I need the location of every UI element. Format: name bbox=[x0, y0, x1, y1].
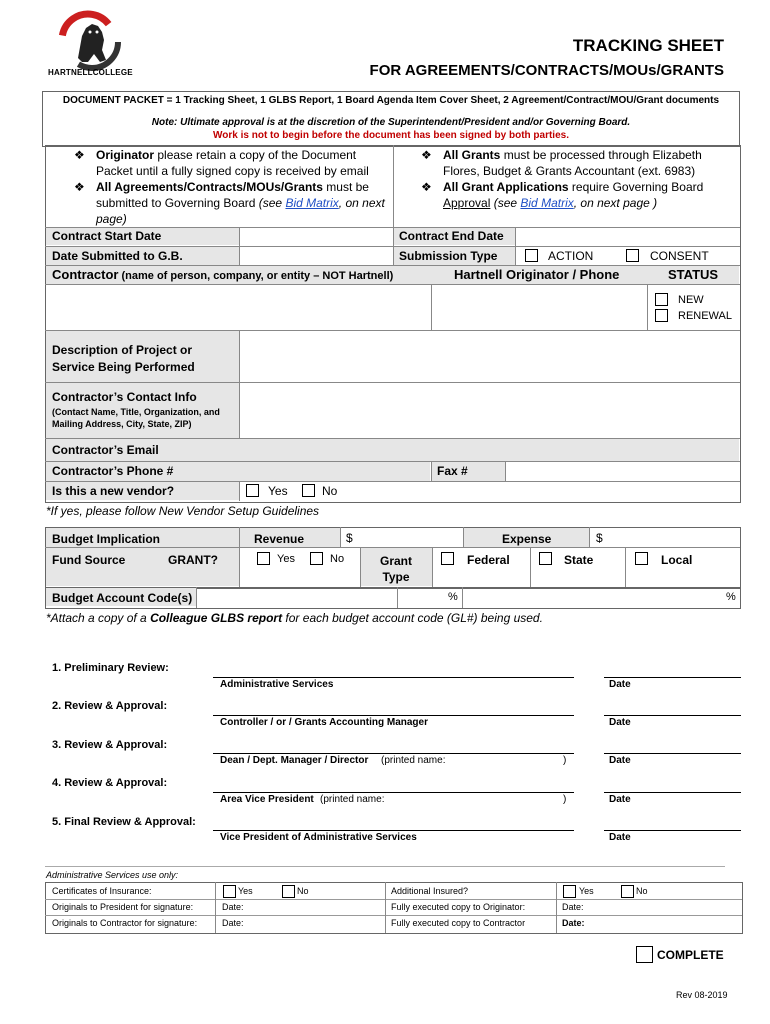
cert-no-label: No bbox=[297, 886, 309, 896]
contractor-label: Contractor (name of person, company, or entity – NOT Hartnell) bbox=[52, 267, 394, 282]
vendor-yes-label: Yes bbox=[268, 484, 288, 498]
cert-yes-label: Yes bbox=[238, 886, 253, 896]
percent-1: % bbox=[448, 591, 458, 603]
fund-source-label: Fund Source bbox=[52, 553, 126, 567]
state-checkbox[interactable] bbox=[539, 552, 552, 565]
printed-close-4: ) bbox=[563, 794, 567, 805]
grant-type-label: Grant Type bbox=[379, 554, 412, 584]
budget-implication-label: Budget Implication bbox=[52, 532, 160, 546]
insured-no-checkbox[interactable] bbox=[621, 885, 634, 898]
local-checkbox[interactable] bbox=[635, 552, 648, 565]
renewal-checkbox[interactable] bbox=[655, 309, 668, 322]
signer-3: Dean / Dept. Manager / Director bbox=[220, 755, 369, 766]
signer-5: Vice President of Administrative Services bbox=[220, 832, 417, 843]
review-step-2: 2. Review & Approval: bbox=[52, 700, 168, 712]
contract-end-input[interactable] bbox=[516, 228, 738, 245]
diamond-bullet-icon: ❖ bbox=[74, 148, 85, 162]
glbs-attach-note: *Attach a copy of a Colleague GLBS report for each budget account code (GL#) being used. bbox=[46, 611, 543, 625]
state-label: State bbox=[564, 553, 594, 567]
copy-contractor-date: Date: bbox=[562, 918, 585, 928]
contract-start-label: Contract Start Date bbox=[52, 229, 162, 243]
bid-matrix-link[interactable]: Bid Matrix bbox=[285, 196, 339, 210]
page-subtitle: FOR AGREEMENTS/CONTRACTS/MOUs/GRANTS bbox=[369, 62, 724, 79]
originals-president-date: Date: bbox=[222, 902, 244, 912]
description-label: Description of Project or Service Being Performed bbox=[52, 343, 195, 374]
contact-info-input[interactable] bbox=[240, 383, 738, 437]
date-2: Date bbox=[609, 717, 631, 728]
vendor-yes-checkbox[interactable] bbox=[246, 484, 259, 497]
contract-end-label: Contract End Date bbox=[399, 229, 504, 243]
bullet-originator: ❖ Originator please retain a copy of the Document Packet until a fully signed copy is received by email bbox=[74, 148, 369, 178]
review-step-5: 5. Final Review & Approval: bbox=[52, 816, 196, 828]
fax-label: Fax # bbox=[437, 464, 468, 478]
account-code-input-2[interactable] bbox=[463, 588, 723, 606]
contract-start-input[interactable] bbox=[240, 228, 392, 245]
approval-note: Note: Ultimate approval is at the discretion of the Superintendent/President and/or Governing Board. bbox=[151, 117, 631, 128]
consent-label: CONSENT bbox=[650, 249, 709, 263]
phone-label: Contractor’s Phone # bbox=[52, 464, 174, 478]
contact-info-note: (Contact Name, Title, Organization, and Mailing Address, City, State, ZIP) bbox=[52, 407, 220, 429]
percent-2: % bbox=[726, 591, 736, 603]
insured-yes-label: Yes bbox=[579, 886, 594, 896]
account-codes-label: Budget Account Code(s) bbox=[52, 591, 193, 605]
bullet-agreements: ❖ All Agreements/Contracts/MOUs/Grants must be submitted to Governing Board (see Bid Matrix, on next page) bbox=[74, 180, 385, 226]
panther-logo-icon bbox=[52, 10, 142, 72]
copy-originator-date: Date: bbox=[562, 902, 584, 912]
new-vendor-label: Is this a new vendor? bbox=[52, 484, 175, 498]
signer-1: Administrative Services bbox=[220, 679, 334, 690]
grant-no-label: No bbox=[330, 553, 345, 565]
expense-input[interactable] bbox=[606, 528, 738, 546]
page-title: TRACKING SHEET bbox=[572, 36, 724, 55]
originator-phone-label: Hartnell Originator / Phone bbox=[454, 267, 620, 282]
submission-type-label: Submission Type bbox=[399, 249, 498, 263]
email-label: Contractor’s Email bbox=[52, 443, 159, 457]
insured-yes-checkbox[interactable] bbox=[563, 885, 576, 898]
printed-name-3: (printed name: bbox=[381, 755, 446, 766]
grant-yes-checkbox[interactable] bbox=[257, 552, 270, 565]
federal-label: Federal bbox=[467, 553, 510, 567]
bid-matrix-link-2[interactable]: Bid Matrix bbox=[520, 196, 574, 210]
vendor-no-checkbox[interactable] bbox=[302, 484, 315, 497]
description-input[interactable] bbox=[240, 331, 738, 381]
revenue-dollar: $ bbox=[346, 531, 353, 545]
fax-input[interactable] bbox=[506, 462, 738, 480]
revenue-label: Revenue bbox=[254, 532, 305, 546]
bullet-grants: ❖ All Grants must be processed through Elizabeth Flores, Budget & Grants Accountant (ext. 6983) bbox=[421, 148, 702, 178]
expense-label: Expense bbox=[502, 532, 552, 546]
originator-phone-input[interactable] bbox=[432, 285, 646, 329]
revision-label: Rev 08-2019 bbox=[676, 990, 728, 1000]
vendor-note: *If yes, please follow New Vendor Setup Guidelines bbox=[46, 504, 320, 518]
bullet-grant-applications: ❖ All Grant Applications require Governing Board Approval (see Bid Matrix, on next page ) bbox=[421, 180, 704, 210]
date-3: Date bbox=[609, 755, 631, 766]
grant-yes-label: Yes bbox=[277, 553, 295, 565]
new-label: NEW bbox=[678, 294, 704, 306]
account-code-input-1[interactable] bbox=[197, 588, 396, 606]
action-checkbox[interactable] bbox=[525, 249, 538, 262]
grant-question-label: GRANT? bbox=[168, 553, 218, 567]
originals-president-label: Originals to President for signature: bbox=[52, 902, 194, 912]
complete-label: COMPLETE bbox=[657, 948, 724, 962]
originals-contractor-date: Date: bbox=[222, 918, 244, 928]
cert-yes-checkbox[interactable] bbox=[223, 885, 236, 898]
packet-description: DOCUMENT PACKET = 1 Tracking Sheet, 1 GLBS Report, 1 Board Agenda Item Cover Sheet, 2 Agreement/Contract/MOU/Grant documents bbox=[62, 95, 720, 106]
diamond-bullet-icon: ❖ bbox=[421, 148, 432, 162]
signer-2: Controller / or / Grants Accounting Manager bbox=[220, 717, 428, 728]
insured-no-label: No bbox=[636, 886, 648, 896]
consent-checkbox[interactable] bbox=[626, 249, 639, 262]
admin-heading: Administrative Services use only: bbox=[46, 870, 179, 880]
review-step-1: 1. Preliminary Review: bbox=[52, 662, 169, 674]
new-checkbox[interactable] bbox=[655, 293, 668, 306]
complete-checkbox[interactable] bbox=[636, 946, 653, 963]
local-label: Local bbox=[661, 553, 693, 567]
federal-checkbox[interactable] bbox=[441, 552, 454, 565]
date-4: Date bbox=[609, 794, 631, 805]
diamond-bullet-icon: ❖ bbox=[74, 180, 85, 194]
status-label: STATUS bbox=[668, 267, 719, 282]
work-warning: Work is not to begin before the document has been signed by both parties. bbox=[213, 130, 569, 141]
printed-name-4: (printed name: bbox=[320, 794, 385, 805]
additional-insured-label: Additional Insured? bbox=[391, 886, 469, 896]
review-step-3: 3. Review & Approval: bbox=[52, 739, 168, 751]
printed-close-3: ) bbox=[563, 755, 567, 766]
action-label: ACTION bbox=[548, 249, 594, 263]
contact-info-label: Contractor’s Contact Info bbox=[52, 390, 197, 404]
logo-text: HARTNELLCOLLEGE bbox=[48, 68, 133, 77]
date-5: Date bbox=[609, 832, 631, 843]
grant-no-checkbox[interactable] bbox=[310, 552, 323, 565]
vendor-no-label: No bbox=[322, 484, 338, 498]
contractor-input[interactable] bbox=[46, 285, 430, 329]
review-step-4: 4. Review & Approval: bbox=[52, 777, 168, 789]
date-submitted-label: Date Submitted to G.B. bbox=[52, 249, 183, 263]
copy-originator-label: Fully executed copy to Originator: bbox=[391, 902, 526, 912]
renewal-label: RENEWAL bbox=[678, 310, 732, 322]
date-1: Date bbox=[609, 679, 631, 690]
revenue-input[interactable] bbox=[356, 528, 462, 546]
certificates-label: Certificates of Insurance: bbox=[52, 886, 152, 896]
copy-contractor-label: Fully executed copy to Contractor bbox=[391, 918, 526, 928]
diamond-bullet-icon: ❖ bbox=[421, 180, 432, 194]
originals-contractor-label: Originals to Contractor for signature: bbox=[52, 918, 198, 928]
signer-4: Area Vice President bbox=[220, 794, 314, 805]
cert-no-checkbox[interactable] bbox=[282, 885, 295, 898]
expense-dollar: $ bbox=[596, 531, 603, 545]
